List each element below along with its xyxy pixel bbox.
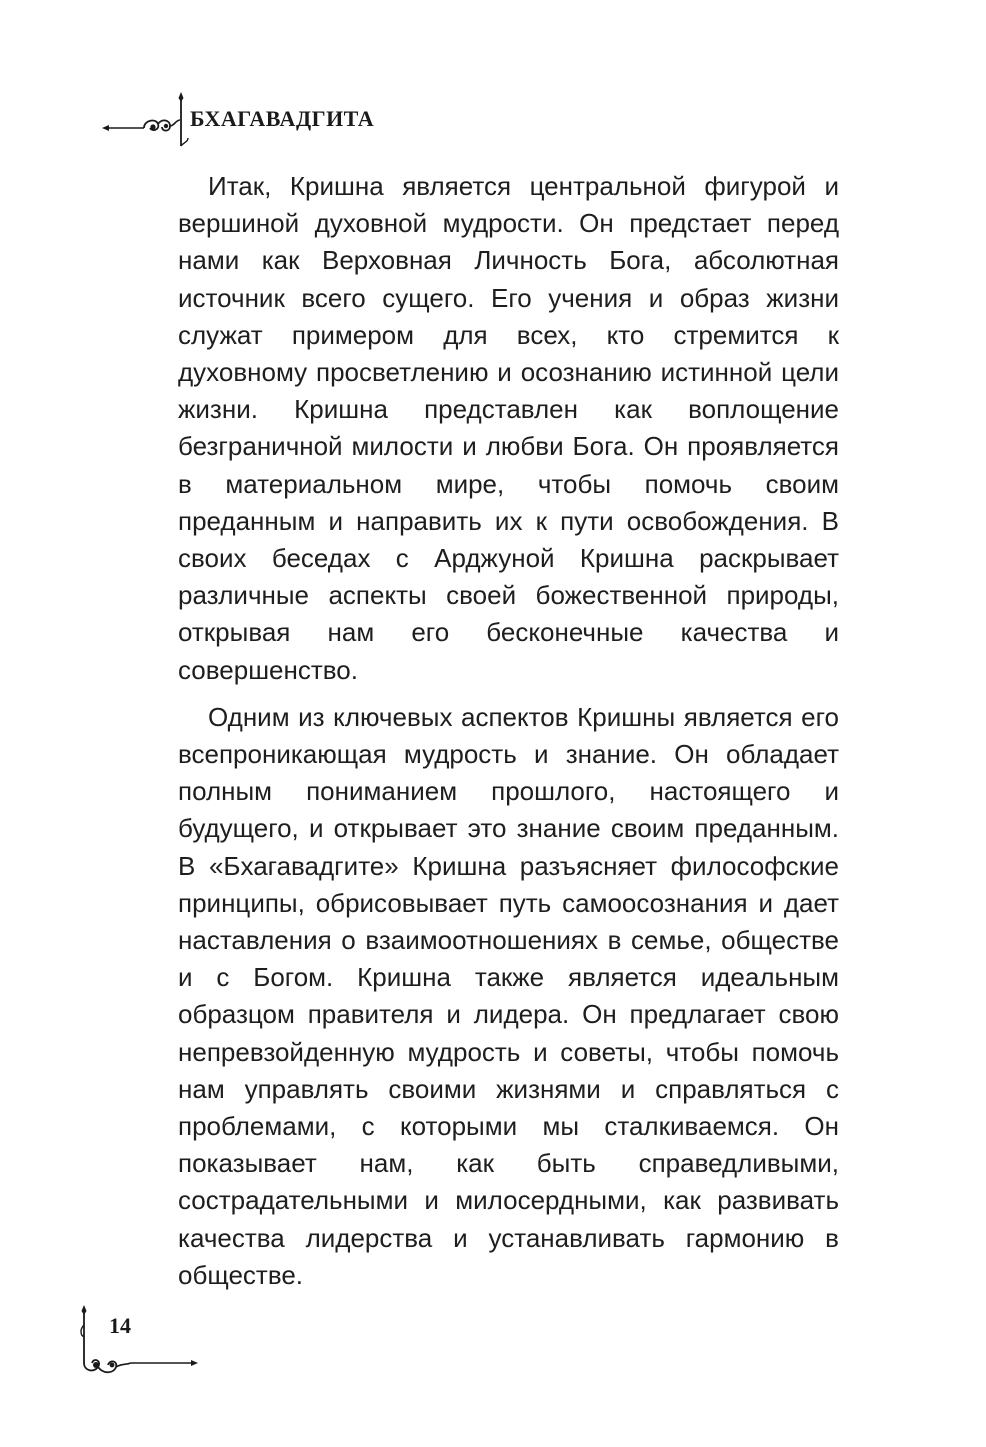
body-text bbox=[178, 168, 839, 1294]
header-flourish-icon bbox=[100, 90, 190, 150]
running-header bbox=[100, 90, 400, 150]
paragraph-2: Одним из ключевых аспектов Кришны является его всепроникающая мудрость и знание. Он обладает полным пониманием прошлого, настоящего и будущего, и открывает это знание своим преданным. В «Бхагавадгите» Кришна разъясняет философские принципы, обрисовывает путь самоосознания и дает наставления о взаимоотношениях в семье, обществе и с Богом. Кришна также является идеальным образцом правителя и лидера. Он предлагает свою непревзойденную мудрость и советы, чтобы помочь нам управлять своими жизнями и справляться с проблемами, с которыми мы сталкиваемся. Он показывает нам, как быть справедливыми, сострадательными и милосердными, как развивать качества лидерства и устанавливать гармонию в обществе. bbox=[178, 701, 839, 1290]
page-number: 14 bbox=[109, 1313, 131, 1338]
running-header-title: БХАГАВАДГИТА bbox=[190, 106, 375, 131]
footer-flourish-icon bbox=[70, 1305, 200, 1385]
page-footer bbox=[70, 1305, 200, 1385]
paragraph-1: Итак, Кришна является центральной фигурой и вершиной духовной мудрости. Он предстает перед нами как Верховная Личность Бога, абсолютная источник всего сущего. Его учения и образ жизни служат примером для всех, кто стремится к духовному просветлению и осознанию истинной цели жизни. Кришна представлен как воплощение безграничной милости и любви Бога. Он проявляется в материальном мире, чтобы помочь своим преданным и направить их к пути освобождения. В своих беседах с Арджуной Кришна раскрывает различные аспекты своей божественной природы, открывая нам его бесконечные качества и совершенство. bbox=[178, 171, 839, 685]
